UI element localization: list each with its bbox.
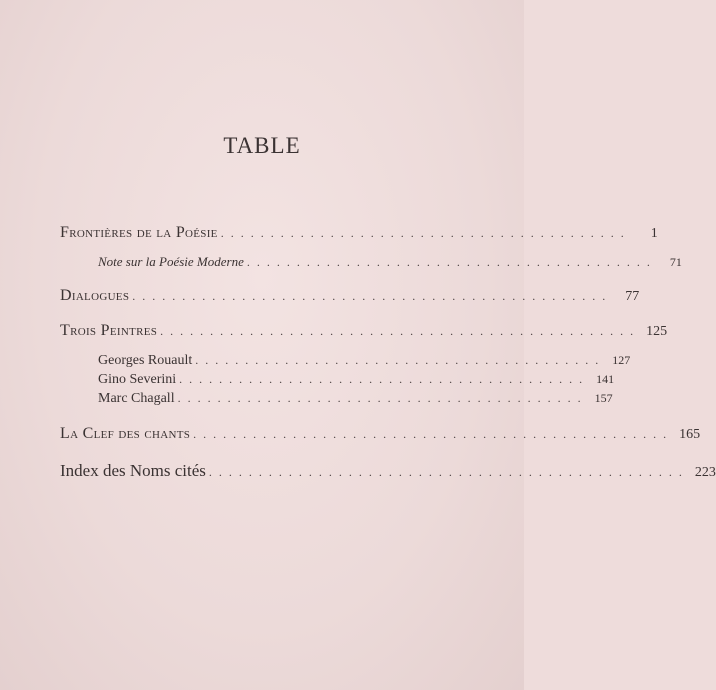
page-title: TABLE: [223, 133, 301, 158]
toc-entry-page: 71: [669, 255, 682, 269]
dot-leader: . . . . . . . . . . . . . . . . . . . . . . . . . . . . . . . . . . . . . . . . .: [179, 372, 585, 386]
toc-entry-label: Marc Chagall: [98, 391, 175, 406]
dot-leader: . . . . . . . . . . . . . . . . . . . . . . . . . . . . . . . . . . . . . . . . .: [195, 353, 601, 367]
toc-entry-label: La Clef des chants: [60, 425, 191, 442]
toc-entry-label: Frontières de la Poésie: [60, 224, 218, 241]
toc-entry-dialogues: [60, 287, 640, 305]
dot-leader: . . . . . . . . . . . . . . . . . . . . . . . . . . . . . . . . . . . . . . . . . . . . . . . .: [193, 427, 669, 441]
toc-entry-page: 165: [679, 427, 701, 442]
toc-entry-label: Note sur la Poésie Moderne: [98, 254, 244, 269]
toc-entry-rouault: [98, 353, 631, 369]
toc-entry-page: 1: [650, 226, 658, 241]
dot-leader: . . . . . . . . . . . . . . . . . . . . . . . . . . . . . . . . . . . . . . . . . . . . . . . .: [208, 465, 684, 479]
toc-entry-page: 127: [612, 353, 631, 367]
toc-entry-trois-peintres: [60, 322, 668, 340]
toc-entry-page: 223: [694, 465, 716, 480]
toc-entry-page: 77: [625, 289, 640, 304]
toc-entry-label: Dialogues: [60, 287, 130, 304]
toc-entry-frontieres: [60, 224, 658, 242]
toc-entry-severini: [98, 372, 615, 388]
dot-leader: . . . . . . . . . . . . . . . . . . . . . . . . . . . . . . . . . . . . . . . . .: [177, 391, 583, 405]
toc-entry-label: Georges Rouault: [98, 353, 193, 368]
toc-entry-label: Trois Peintres: [60, 322, 158, 339]
toc-entry-page: 125: [646, 324, 668, 339]
dot-leader: . . . . . . . . . . . . . . . . . . . . . . . . . . . . . . . . . . . . . . . . . . . . . . . .: [132, 289, 608, 303]
toc-entry-label: Index des Noms cités: [60, 461, 206, 480]
dot-leader: . . . . . . . . . . . . . . . . . . . . . . . . . . . . . . . . . . . . . . . . .: [246, 255, 652, 269]
toc-entry-note: [98, 254, 682, 270]
toc-entry-chagall: [98, 391, 613, 407]
toc-entry-clef: [60, 425, 701, 443]
toc-entry-label: Gino Severini: [98, 372, 177, 387]
toc-entry-index: [60, 461, 716, 481]
toc-entry-page: 141: [596, 372, 615, 386]
dot-leader: . . . . . . . . . . . . . . . . . . . . . . . . . . . . . . . . . . . . . . . . .: [220, 226, 626, 240]
dot-leader: . . . . . . . . . . . . . . . . . . . . . . . . . . . . . . . . . . . . . . . . . . . . . . . .: [160, 324, 636, 338]
toc-entry-page: 157: [594, 391, 613, 405]
